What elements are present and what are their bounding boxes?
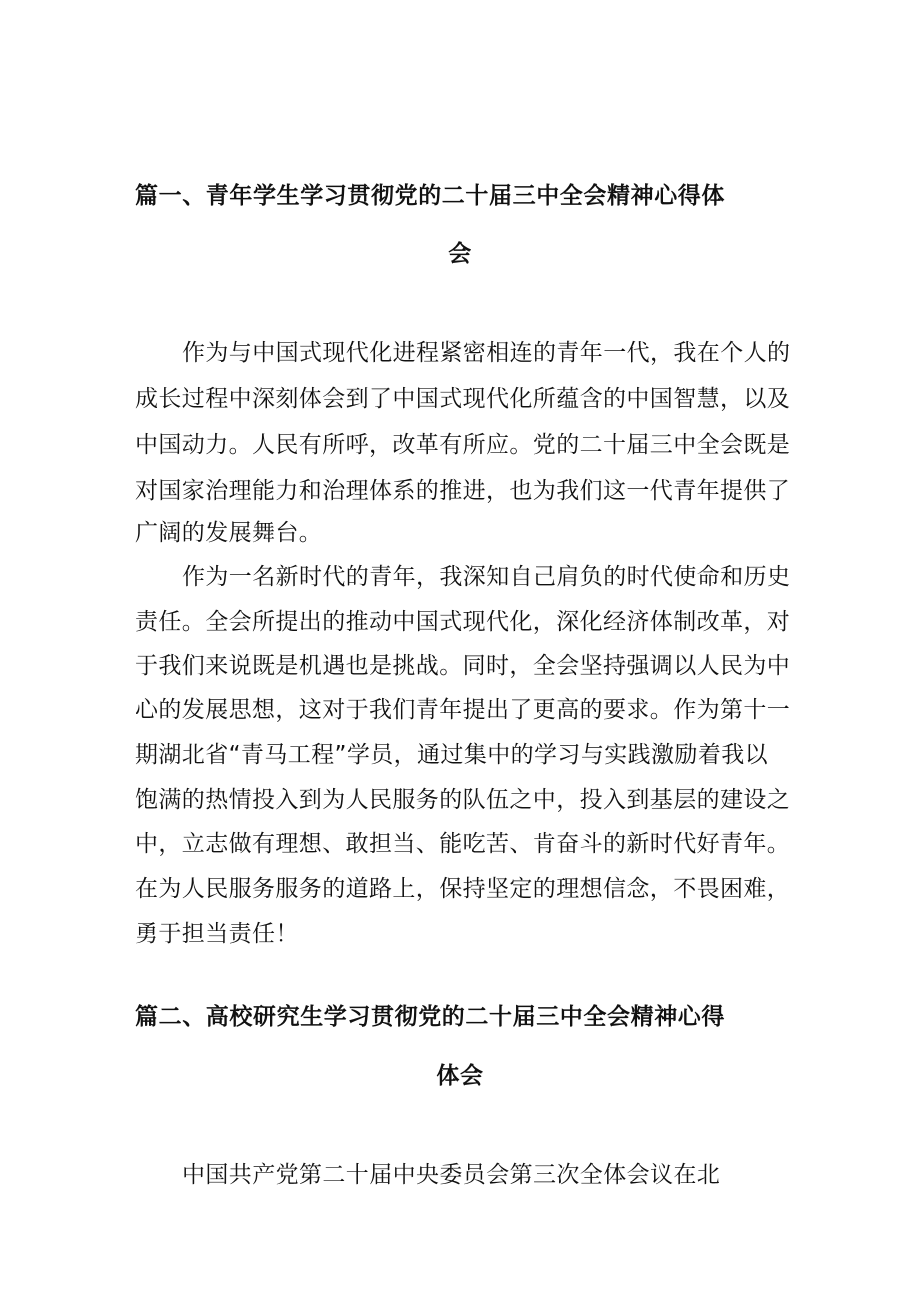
s1-p1-line2: 成长过程中深刻体会到了中国式现代化所蕴含的中国智慧，以及 xyxy=(135,386,791,412)
s1-p2-line9: 勇于担当责任！ xyxy=(135,921,299,947)
section1-title-line1: 篇一、青年学生学习贯彻党的二十届三中全会精神心得体 xyxy=(135,183,725,209)
s1-p2-line8: 在为人民服务服务的道路上，保持坚定的理想信念，不畏困难， xyxy=(135,876,791,902)
s1-p2-line4: 心的发展思想，这对于我们青年提出了更高的要求。作为第十一 xyxy=(135,697,791,723)
s1-p2-line7: 中，立志做有理想、敢担当、能吃苦、肯奋斗的新时代好青年。 xyxy=(135,831,791,857)
s2-p1-line1: 中国共产党第二十届中央委员会第三次全体会议在北 xyxy=(182,1162,721,1188)
s1-p1-line5: 广阔的发展舞台。 xyxy=(135,520,323,546)
section1-title-line2: 会 xyxy=(448,241,472,267)
s1-p2-line2: 责任。全会所提出的推动中国式现代化，深化经济体制改革，对 xyxy=(135,609,791,635)
s1-p2-line3: 于我们来说既是机遇也是挑战。同时，全会坚持强调以人民为中 xyxy=(135,653,791,679)
s1-p2-line1: 作为一名新时代的青年，我深知自己肩负的时代使命和历史 xyxy=(182,564,791,590)
s1-p1-line4: 对国家治理能力和治理体系的推进，也为我们这一代青年提供了 xyxy=(135,478,791,504)
s1-p1-line3: 中国动力。人民有所呼，改革有所应。党的二十届三中全会既是 xyxy=(135,432,791,458)
s1-p1-line1: 作为与中国式现代化进程紧密相连的青年一代，我在个人的 xyxy=(182,340,791,366)
s1-p2-line6: 饱满的热情投入到为人民服务的队伍之中，投入到基层的建设之 xyxy=(135,787,791,813)
section2-title-line2: 体会 xyxy=(436,1063,484,1089)
s1-p2-line5: 期湖北省“青马工程”学员，通过集中的学习与实践激励着我以 xyxy=(135,742,769,768)
section2-title-line1: 篇二、高校研究生学习贯彻党的二十届三中全会精神心得 xyxy=(135,1004,725,1030)
